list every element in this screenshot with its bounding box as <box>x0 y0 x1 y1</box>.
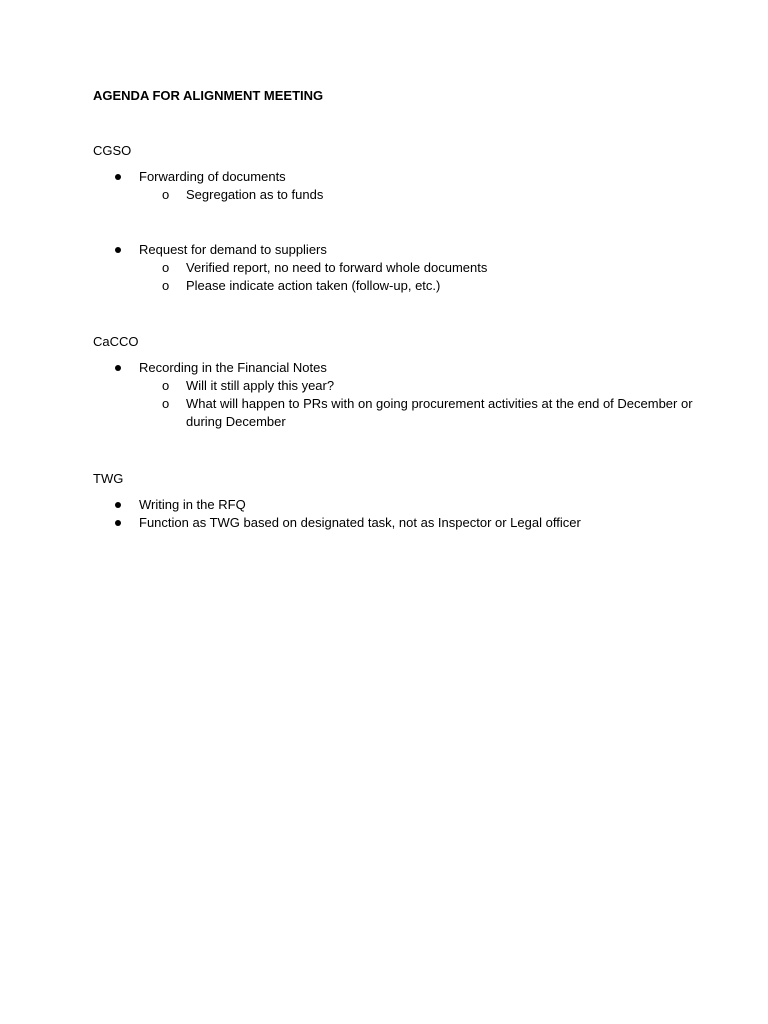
bullet-text: Request for demand to suppliers <box>139 242 327 257</box>
section-cgso <box>93 142 713 295</box>
sub-bullet-marker-icon: o <box>162 278 170 293</box>
bullet-item <box>93 514 713 532</box>
bullet-list <box>93 168 713 295</box>
sub-bullet-item <box>93 395 713 431</box>
sub-bullet-text: Please indicate action taken (follow-up, etc.) <box>186 278 441 293</box>
bullet-dot-icon <box>115 174 121 180</box>
sub-bullet-text: Verified report, no need to forward whole documents <box>186 260 488 275</box>
bullet-dot-icon <box>115 247 121 253</box>
bullet-text: Function as TWG based on designated task, not as Inspector or Legal officer <box>139 515 581 530</box>
bullet-item <box>93 168 713 186</box>
bullet-text: Writing in the RFQ <box>139 497 246 512</box>
section-heading: CaCCO <box>93 334 139 349</box>
section-heading: TWG <box>93 471 124 486</box>
bullet-item <box>93 359 713 377</box>
bullet-text: Forwarding of documents <box>139 169 286 184</box>
bullet-item <box>93 241 713 259</box>
sub-bullet-text: Will it still apply this year? <box>186 378 335 393</box>
bullet-dot-icon <box>115 520 121 526</box>
bullet-dot-icon <box>115 365 121 371</box>
sub-bullet-marker-icon: o <box>162 396 170 411</box>
sub-bullet-item <box>93 259 713 277</box>
sub-bullet-marker-icon: o <box>162 187 170 202</box>
sub-bullet-item <box>93 186 713 204</box>
section-twg <box>93 470 713 532</box>
section-cacco <box>93 333 713 431</box>
bullet-list <box>93 496 713 532</box>
sub-bullet-item <box>93 277 713 295</box>
sub-bullet-marker-icon: o <box>162 378 170 393</box>
bullet-item <box>93 496 713 514</box>
section-heading: CGSO <box>93 143 132 158</box>
bullet-list <box>93 359 713 431</box>
sub-bullet-text: What will happen to PRs with on going procurement activities at the end of December or during December <box>186 396 693 429</box>
bullet-text: Recording in the Financial Notes <box>139 360 327 375</box>
bullet-dot-icon <box>115 502 121 508</box>
sub-bullet-item <box>93 377 713 395</box>
sub-bullet-text: Segregation as to funds <box>186 187 324 202</box>
sub-bullet-marker-icon: o <box>162 260 170 275</box>
document-title: AGENDA FOR ALIGNMENT MEETING <box>93 88 324 103</box>
